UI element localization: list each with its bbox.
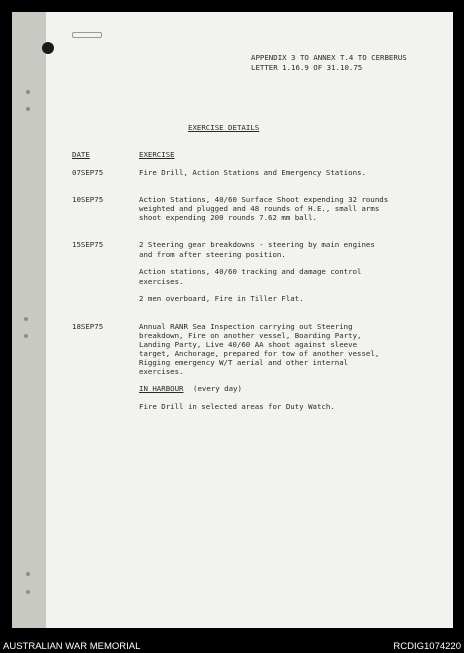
entry-line: exercises. <box>139 277 184 286</box>
entry-line: 2 men overboard, Fire in Tiller Flat. <box>139 294 304 303</box>
entry-line: Action Stations, 40/60 Surface Shoot expending 32 rounds <box>139 195 389 204</box>
footer-id: RCDIG1074220 <box>393 641 461 652</box>
harbour-heading: IN HARBOUR <box>139 384 184 393</box>
entry-line: Annual RANR Sea Inspection carrying out Steering <box>139 322 353 331</box>
punch-hole <box>26 107 30 111</box>
entry-date: 07SEP75 <box>72 168 104 177</box>
punch-hole <box>24 317 28 321</box>
harbour-note: (every day) <box>193 384 242 393</box>
appendix-line-2: LETTER 1.16.9 OF 31.10.75 <box>251 63 363 72</box>
entry-line: exercises. <box>139 367 184 376</box>
harbour-text: Fire Drill in selected areas for Duty Watch. <box>139 402 335 411</box>
binding-margin <box>12 12 46 628</box>
entry-line: breakdown, Fire on another vessel, Boarding Party, <box>139 331 362 340</box>
exercise-column-header: EXERCISE <box>139 150 175 159</box>
entry-date: 15SEP75 <box>72 240 104 249</box>
punch-hole-main <box>42 42 54 54</box>
entry-line: shoot expending 200 rounds 7.62 mm ball. <box>139 213 317 222</box>
punch-hole <box>26 90 30 94</box>
punch-hole <box>26 590 30 594</box>
entry-line: target, Anchorage, prepared for tow of another vessel, <box>139 349 380 358</box>
punch-hole <box>24 334 28 338</box>
entry-line: weighted and plugged and 48 rounds of H.E., small arms <box>139 204 380 213</box>
document-page <box>12 12 453 628</box>
entry-line: Rigging emergency W/T aerial and other internal <box>139 358 349 367</box>
entry-date: 18SEP75 <box>72 322 104 331</box>
page-title: EXERCISE DETAILS <box>188 123 260 132</box>
date-column-header: DATE <box>72 150 90 159</box>
appendix-line-1: APPENDIX 3 TO ANNEX T.4 TO CERBERUS <box>251 53 407 62</box>
entry-line: and from after steering position. <box>139 250 286 259</box>
entry-line: Action stations, 40/60 tracking and damage control <box>139 267 362 276</box>
entry-line: Landing Party, Live 40/60 AA shoot against sleeve <box>139 340 358 349</box>
archive-footer <box>0 628 464 653</box>
entry-line: 2 Steering gear breakdowns - steering by main engines <box>139 240 375 249</box>
punch-hole <box>26 572 30 576</box>
footer-source: AUSTRALIAN WAR MEMORIAL <box>3 641 141 652</box>
entry-line: Fire Drill, Action Stations and Emergency Stations. <box>139 168 366 177</box>
entry-date: 10SEP75 <box>72 195 104 204</box>
paper-clip-mark <box>72 32 102 38</box>
